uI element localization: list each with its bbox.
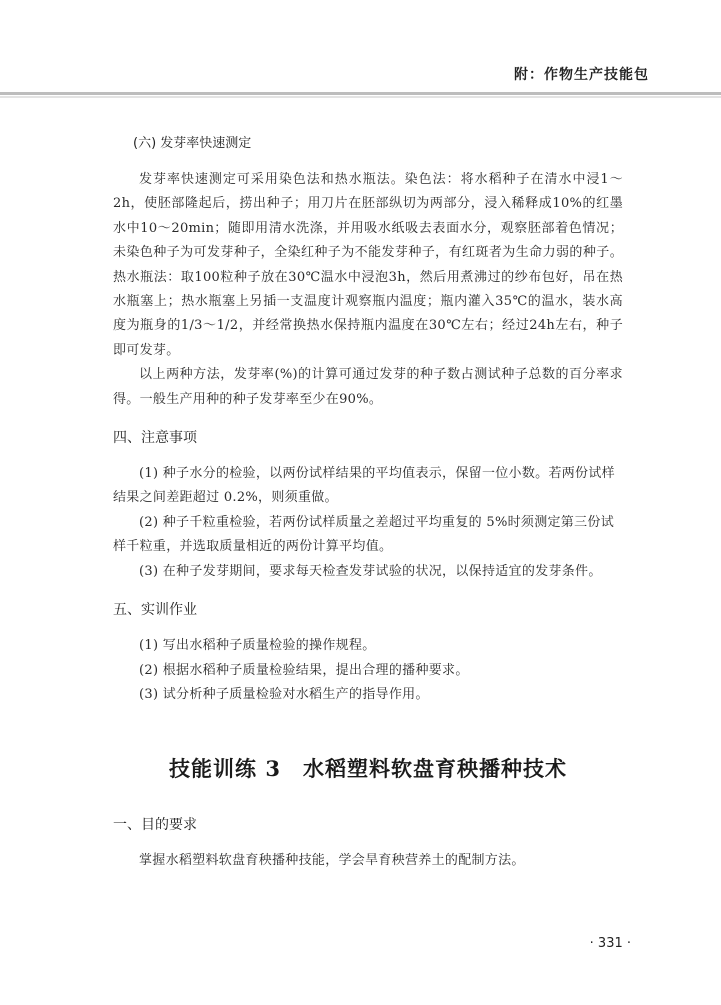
running-header: 附：作物生产技能包 (514, 67, 649, 83)
chapter-title: 技能训练 3 水稻塑料软盘育秧播种技术 (169, 756, 567, 782)
list-item: (2) 种子千粒重检验，若两份试样质量之差超过平均重复的 5%时须测定第三份试样千粒重，并选取质量相近的两份计算平均值。 (113, 514, 615, 555)
section-heading-goals: 一、目的要求 (113, 817, 197, 834)
page-content (113, 128, 623, 874)
list-item: (1) 种子水分的检验，以两份试样结果的平均值表示，保留一位小数。若两份试样结果之间差距超过 0.2%，则须重做。 (113, 466, 615, 506)
subsection-heading-germination: (六) 发芽率快速测定 (133, 136, 252, 151)
list-item: (2) 根据水稻种子质量检验结果，提出合理的播种要求。 (139, 662, 469, 678)
paragraph: 掌握水稻塑料软盘育秧播种技能，学会旱育秧营养土的配制方法。 (139, 853, 525, 869)
header-rule (0, 92, 721, 98)
paragraph: 发芽率快速测定可采用染色法和热水瓶法。染色法：将水稻种子在清水中浸1～2h，使胚部隆起后，捞出种子；用刀片在胚部纵切为两部分，浸入稀释成10%的红墨水中10～20min；随即用清水洗涤，并用吸水纸吸去表面水分，观察胚部着色情况；未染色种子为可发芽种子，全染红种子为不能发芽种子，有红斑者为生命力弱的种子。热水瓶法：取100粒种子放在30℃温水中浸泡3h，然后用煮沸过的纱布包好，吊在热水瓶塞上；热水瓶塞上另插一支温度计观察瓶内温度；瓶内灌入35℃的温水，装水高度为瓶身的1/3～1/2，并经常换热水保持瓶内温度在30℃左右；经过24h左右，种子即可发芽。 (113, 172, 623, 358)
paragraph: 以上两种方法，发芽率(%)的计算可通过发芽的种子数占测试种子总数的百分率求得。一般生产用种的种子发芽率至少在90%。 (113, 367, 623, 407)
list-item: (3) 试分析种子质量检验对水稻生产的指导作用。 (139, 686, 429, 702)
section-heading-homework: 五、实训作业 (113, 602, 197, 619)
list-item: (3) 在种子发芽期间，要求每天检查发芽试验的状况，以保持适宜的发芽条件。 (139, 563, 602, 579)
section-heading-notes: 四、注意事项 (113, 430, 197, 447)
page-number: · 331 · (589, 936, 631, 951)
list-item: (1) 写出水稻种子质量检验的操作规程。 (139, 638, 376, 654)
